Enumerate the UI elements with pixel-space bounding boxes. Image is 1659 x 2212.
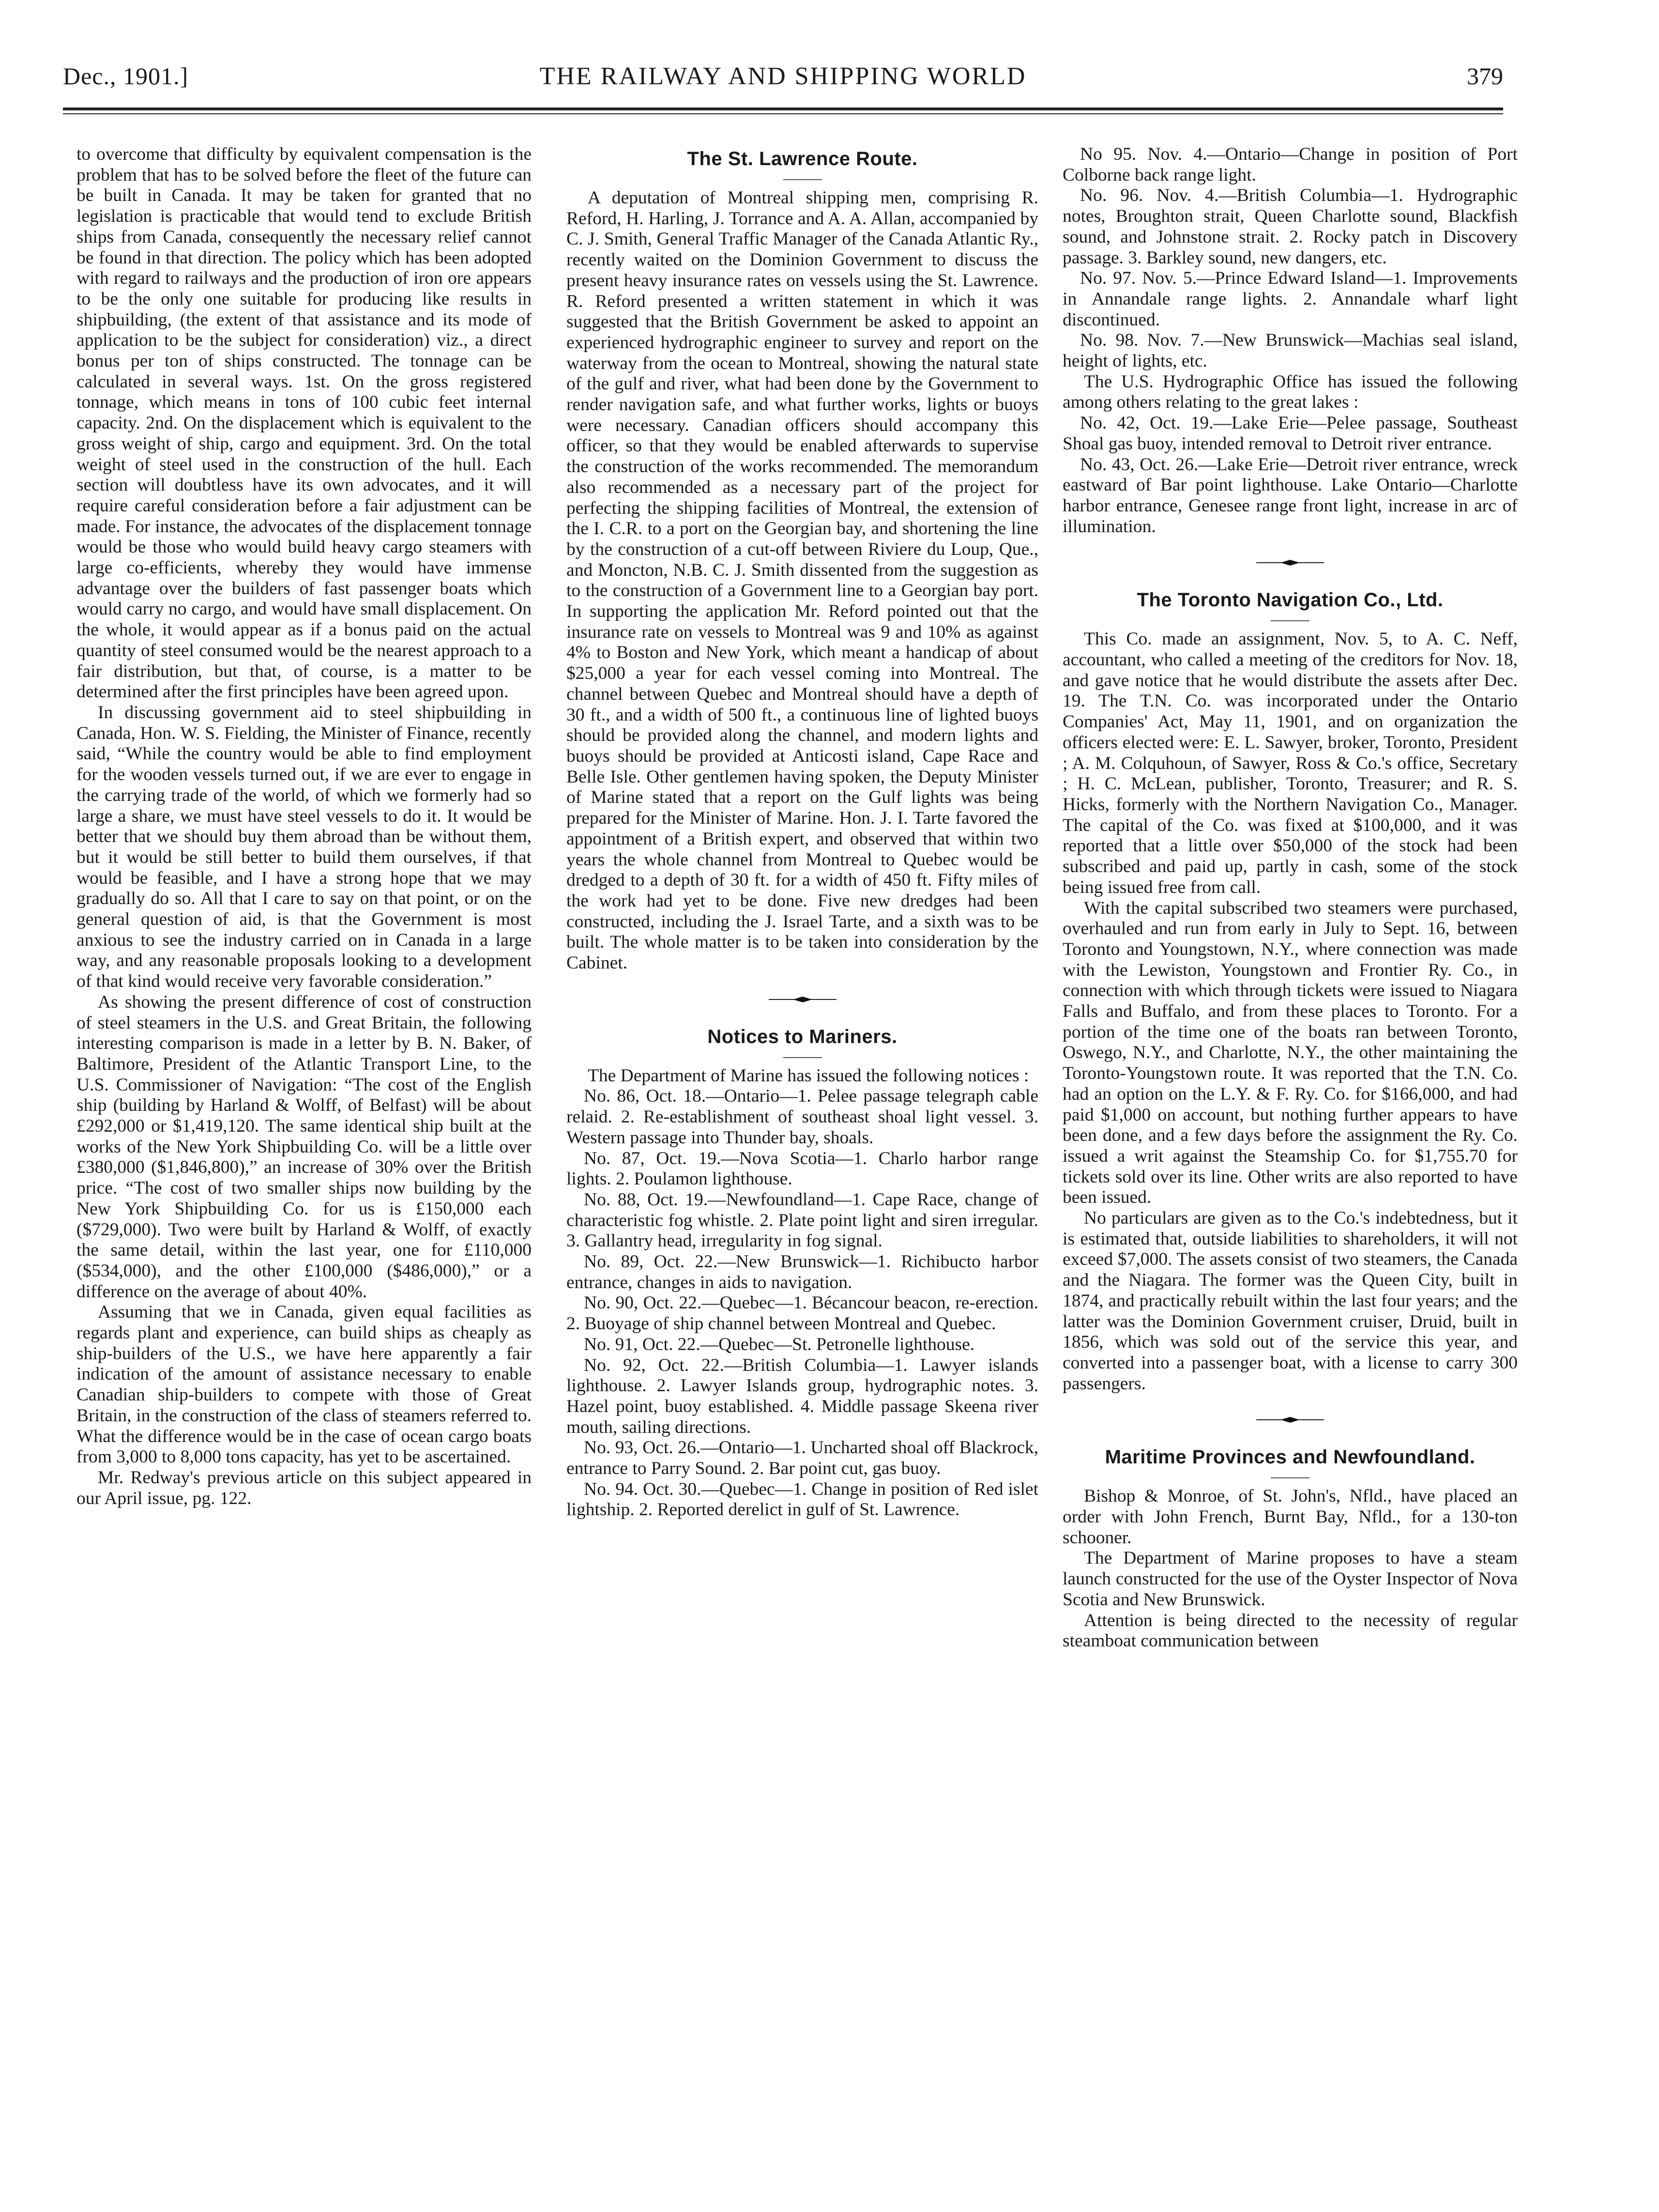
paragraph: In discussing government aid to steel shipbuilding in Canada, Hon. W. S. Fielding, the Minister of Finance, recently said, “While the country would be able to find employment for the wooden vessels turned out, if we are ever to engage in the carrying trade of the world, of which we formerly had so large a share, we must have steel vessels to do it. It would be better that we should buy them abroad than be without them, but it would be still better to build them ourselves, if that would be feasible, and I have a strong hope that we may gradually do so. All that I care to say on that point, or on the general question of aid, is that the Government is most anxious to see the industry carried on in Canada in a large way, and any reasonable proposals looking to a development of that kind would receive very favorable consideration.” xyxy=(76,702,532,992)
page-number: 379 xyxy=(1467,62,1503,90)
paragraph: The Department of Marine has issued the following notices : xyxy=(588,1065,1029,1086)
notice-item: No. 97. Nov. 5.—Prince Edward Island—1. Improvements in Annandale range lights. 2. Annandale wharf light discontinued. xyxy=(1063,268,1518,330)
paragraph: Bishop & Monroe, of St. John's, Nfld., have placed an order with John French, Burnt Bay, Nfld., for a 130-ton schooner. xyxy=(1063,1486,1518,1548)
heading-rule xyxy=(783,179,822,180)
notice-item: No. 86, Oct. 18.—Ontario—1. Pelee passage telegraph cable relaid. 2. Re-establishment of southeast shoal light vessel. 3. Western passage into Thunder bay, shoals. xyxy=(566,1086,1038,1148)
notice-item: No 95. Nov. 4.—Ontario—Change in position of Port Colborne back range light. xyxy=(1063,144,1518,185)
heading-rule xyxy=(1271,620,1309,621)
notice-item: No. 91, Oct. 22.—Quebec—St. Petronelle lighthouse. xyxy=(584,1334,975,1354)
section-heading-toronto-navigation: The Toronto Navigation Co., Ltd. xyxy=(1137,589,1444,611)
notice-item: No. 93, Oct. 26.—Ontario—1. Uncharted shoal off Blackrock, entrance to Parry Sound. 2. Bar point cut, gas buoy. xyxy=(566,1438,1038,1479)
issue-date: Dec., 1901.] xyxy=(63,62,189,90)
journal-title: THE RAILWAY AND SHIPPING WORLD xyxy=(539,62,1027,90)
notice-item: No. 89, Oct. 22.—New Brunswick—1. Richibucto harbor entrance, changes in aids to navigation. xyxy=(566,1252,1038,1292)
notice-item: No. 98. Nov. 7.—New Brunswick—Machias seal island, height of lights, etc. xyxy=(1063,330,1518,371)
notice-item: No. 87, Oct. 19.—Nova Scotia—1. Charlo harbor range lights. 2. Poulamon lighthouse. xyxy=(566,1148,1038,1189)
column-middle xyxy=(566,144,1038,2168)
paragraph: No particulars are given as to the Co.'s indebtedness, but it is estimated that, outside liabilities to shareholders, it will not exceed $7,000. The assets consist of two steamers, the Canada and the Niagara. The former was the Queen City, built in 1874, and practically rebuilt within the last four years; and the latter was the Dominion Government cruiser, Druid, built in 1856, which was sold out of the service this year, and converted into a passenger boat, with a license to carry 300 passengers. xyxy=(1063,1208,1518,1394)
section-heading-notices: Notices to Mariners. xyxy=(707,1026,898,1047)
notice-item: No. 96. Nov. 4.—British Columbia—1. Hydrographic notes, Broughton strait, Queen Charlotte sound, Blackfish sound, and Johnstone strait. 2. Rocky patch in Discovery passage. 3. Barkley sound, new dangers, etc. xyxy=(1063,185,1518,268)
paragraph: A deputation of Montreal shipping men, comprising R. Reford, H. Harling, J. Torrance and A. A. Allan, accompanied by C. J. Smith, General Traffic Manager of the Canada Atlantic Ry., recently waited on the Dominion Government to discuss the present heavy insurance rates on vessels using the St. Lawrence. R. Reford presented a written statement in which it was suggested that the British Government be asked to appoint an experienced hydrographic engineer to survey and report on the waterway from the ocean to Montreal, showing the natural state of the gulf and river, what had been done by the Government to render navigation safe, and what further works, lights or buoys were necessary. Canadian officers should accompany this officer, so that they would be enabled afterwards to supervise the construction of the works recommended. The memorandum also recommended as a necessary part of the project for perfecting the shipping facilities of Montreal, the extension of the I. C.R. to a port on the Georgian bay, and shortening the line by the construction of a cut-off between Riviere du Loup, Que., and Moncton, N.B. C. J. Smith dissented from the suggestion as to the construction of a Government line to a Georgian bay port. In supporting the application Mr. Reford pointed out that the insurance rate on vessels to Montreal was 9 and 10% as against 4% to Boston and New York, which meant a handicap of about $25,000 a year for each vessel coming into Montreal. The channel between Quebec and Montreal should have a depth of 30 ft., and a width of 500 ft., a continuous line of lighted buoys should be provided along the channel, and modern lights and buoys should be provided at Anticosti island, Cape Race and Belle Isle. Other gentlemen having spoken, the Deputy Minister of Marine stated that a report on the Gulf lights was being prepared for the Minister of Marine. Hon. J. I. Tarte favored the appointment of a British expert, and observed that within two years the whole channel from Montreal to Quebec would be dredged to a depth of 30 ft. for a width of 450 ft. Fifty miles of the work had yet to be done. Five new dredges had been constructed, including the J. Israel Tarte, and a sixth was to be built. The whole matter is to be taken into consideration by the Cabinet. xyxy=(566,188,1038,973)
column-left xyxy=(76,144,532,2168)
paragraph: Mr. Redway's previous article on this subject appeared in our April issue, pg. 122. xyxy=(76,1468,532,1508)
paragraph: As showing the present difference of cost of construction of steel steamers in the U.S. and Great Britain, the following interesting comparison is made in a letter by B. N. Baker, of Baltimore, President of the Atlantic Transport Line, to the U.S. Commissioner of Navigation: “The cost of the English ship (building by Harland & Wolff, of Belfast) will be about £292,000 or $1,419,120. The same identical ship built at the works of the New York Shipbuilding Co. will be a little over £380,000 ($1,846,800),” an increase of 30% over the British price. “The cost of two smaller ships now building by the New York Shipbuilding Co. for us is £150,000 each ($729,000). Two were built by Harland & Wolff, of exactly the same detail, within the last year, one for £110,000 ($534,000), and the other £100,000 ($486,000),” or a difference on the average of about 40%. xyxy=(76,992,532,1302)
notice-item: No. 94. Oct. 30.—Quebec—1. Change in position of Red islet lightship. 2. Reported derelict in gulf of St. Lawrence. xyxy=(566,1479,1038,1520)
heading-rule xyxy=(783,1057,822,1058)
notice-item: No. 42, Oct. 19.—Lake Erie—Pelee passage, Southeast Shoal gas buoy, intended removal to Detroit river entrance. xyxy=(1063,413,1518,454)
page-header xyxy=(63,57,1503,115)
paragraph: With the capital subscribed two steamers were purchased, overhauled and run from early in July to Sept. 16, between Toronto and Youngstown, N.Y., where connection was made with the Lewiston, Youngstown and Frontier Ry. Co., in connection with which through tickets were issued to Niagara Falls and Buffalo, and from these places to Toronto. For a portion of the time one of the boats ran between Toronto, Oswego, N.Y., and Charlotte, N.Y., the other maintaining the Toronto-Youngstown route. It was reported that the T.N. Co. had an option on the L.Y. & F. Ry. Co. for $166,000, and had paid $1,000 on account, but nothing further appears to have been done, and a few days before the assignment the Ry. Co. issued a writ against the Steamship Co. for $1,755.70 for tickets sold over its line. Other writs are also reported to have been issued. xyxy=(1063,898,1518,1208)
section-heading-st-lawrence: The St. Lawrence Route. xyxy=(687,148,918,169)
section-divider-ornament xyxy=(1063,1408,1518,1432)
header-rule-thin xyxy=(63,113,1503,114)
section-heading-maritime: Maritime Provinces and Newfoundland. xyxy=(1105,1446,1476,1468)
section-divider-ornament xyxy=(566,987,1038,1012)
paragraph: Assuming that we in Canada, given equal facilities as regards plant and experience, can build ships as cheaply as ship-builders of the U.S., we have here apparently a fair indication of the amount of assistance necessary to enable Canadian ship-builders to compete with those of Great Britain, in the construction of the class of steamers referred to. What the difference would be in the case of ocean cargo boats from 3,000 to 8,000 tons capacity, has yet to be ascertained. xyxy=(76,1302,532,1467)
notice-item: No. 90, Oct. 22.—Quebec—1. Bécancour beacon, re-erection. 2. Buoyage of ship channel between Montreal and Quebec. xyxy=(566,1293,1038,1334)
notice-item: No. 92, Oct. 22.—British Columbia—1. Lawyer islands lighthouse. 2. Lawyer Islands group, hydrographic notes. 3. Hazel point, buoy established. 4. Middle passage Skeena river mouth, sailing directions. xyxy=(566,1355,1038,1437)
paragraph: The Department of Marine proposes to have a steam launch constructed for the use of the Oyster Inspector of Nova Scotia and New Brunswick. xyxy=(1063,1548,1518,1610)
heading-rule xyxy=(1271,1477,1309,1478)
paragraph: Attention is being directed to the necessity of regular steamboat communication between xyxy=(1063,1610,1518,1651)
notice-item: No. 88, Oct. 19.—Newfoundland—1. Cape Race, change of characteristic fog whistle. 2. Plate point light and siren irregular. 3. Gallantry head, irregularity in fog signal. xyxy=(566,1189,1038,1251)
section-divider-ornament xyxy=(1063,551,1518,575)
paragraph: This Co. made an assignment, Nov. 5, to A. C. Neff, accountant, who called a meeting of the creditors for Nov. 18, and gave notice that he would distribute the assets after Dec. 19. The T.N. Co. was incorporated under the Ontario Companies' Act, May 11, 1901, and on organization the officers elected were: E. L. Sawyer, broker, Toronto, President ; A. M. Colquhoun, of Sawyer, Ross & Co.'s office, Secretary ; H. C. McLean, publisher, Toronto, Treasurer; and R. S. Hicks, formerly with the Northern Navigation Co., Manager. The capital of the Co. was fixed at $100,000, and it was reported that a little over $50,000 of the stock had been subscribed and paid up, partly in cash, some of the stock being issued free from call. xyxy=(1063,629,1518,897)
paragraph: The U.S. Hydrographic Office has issued the following among others relating to the great lakes : xyxy=(1063,371,1518,413)
header-rule-thick xyxy=(63,108,1503,110)
paragraph: to overcome that difficulty by equivalent compensation is the problem that has to be solved before the fleet of the future can be built in Canada. It may be taken for granted that no legislation is practicable that would tend to exclude British ships from Canada, consequently the necessary relief cannot be found in that direction. The policy which has been adopted with regard to railways and the production of iron ore appears to be the only one suitable for producing like results in shipbuilding, (the extent of that assistance and its mode of application to be the subject for consideration) viz., a direct bonus per ton of ships constructed. The tonnage can be calculated in several ways. 1st. On the gross registered tonnage, which means in tons of 100 cubic feet internal capacity. 2nd. On the displacement which is equivalent to the gross weight of ship, cargo and equipment. 3rd. On the total weight of steel used in the construction of the hull. Each section will doubtless have its own advocates, and it will require careful consideration before a fair adjustment can be made. For instance, the advocates of the displacement tonnage would be those who would build heavy cargo steamers with large co-efficients, whereby they would have immense advantage over the builders of fast passenger boats which would carry no cargo, and would have small displacement. On the whole, it would appear as if a bonus paid on the actual quantity of steel consumed would be the nearest approach to a fair distribution, but that, of course, is a matter to be determined after the first principles have been agreed upon. xyxy=(76,144,532,702)
column-right xyxy=(1063,144,1518,2168)
notice-item: No. 43, Oct. 26.—Lake Erie—Detroit river entrance, wreck eastward of Bar point lighthouse. Lake Ontario—Charlotte harbor entrance, Genesee range front light, increase in arc of illumination. xyxy=(1063,454,1518,537)
